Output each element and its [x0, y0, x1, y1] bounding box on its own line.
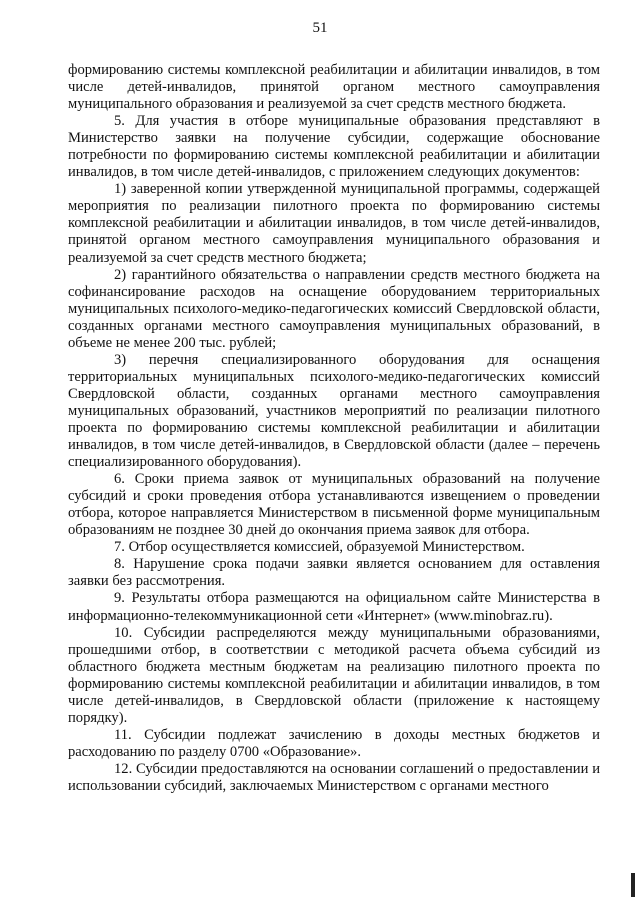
paragraph-item-7: 7. Отбор осуществляется комиссией, образуемой Министерством. — [114, 539, 525, 556]
paragraph-item-8: 8. Нарушение срока подачи заявки является основанием для оставления заявки без рассмотрения. — [68, 556, 600, 590]
paragraph-item-10: 10. Субсидии распределяются между муниципальными образованиями, прошедшими отбор, в соответствии с методикой расчета объема субсидий из областного бюджета местным бюджетам на реализацию пилотного проекта по формированию системы комплексной реабилитации и абилитации инвалидов, в том числе детей-инвалидов, в Свердловской области (приложение к настоящему порядку). — [68, 624, 600, 726]
paragraph-item-9: 9. Результаты отбора размещаются на официальном сайте Министерства в информационно-телекоммуникационной сети «Интернет» (www.minobraz.ru). — [68, 590, 600, 624]
paragraph-continuation: формированию системы комплексной реабилитации и абилитации инвалидов, в том числе детей-инвалидов, принятой органом местного самоуправления муниципального образования и реализуемой за счет средств местного бюджета. — [68, 62, 600, 113]
page-number: 51 — [312, 20, 328, 36]
paragraph-item-12: 12. Субсидии предоставляются на основании соглашений о предоставлении и использовании субсидий, заключаемых Министерством с органами местного — [68, 760, 600, 794]
paragraph-item-6: 6. Сроки приема заявок от муниципальных образований на получение субсидий и сроки проведения отбора устанавливаются извещением о проведении отбора, которое направляется Министерством в письменной форме муниципальным образованиям не позднее 30 дней до окончания приема заявок для отбора. — [68, 471, 600, 539]
paragraph-subitem-3: 3) перечня специализированного оборудования для оснащения территориальных муниципальных психолого-медико-педагогических комиссий Свердловской области, созданных органами местного самоуправления муниципальных образований, участников мероприятий по реализации пилотного проекта по формированию системы комплексной реабилитации и абилитации инвалидов, в том числе детей-инвалидов, в Свердловской области (далее – перечень специализированного оборудования). — [68, 351, 600, 471]
document-body — [68, 62, 600, 795]
paragraph-item-5: 5. Для участия в отборе муниципальные образования представляют в Министерство заявки на получение субсидии, содержащие обоснование потребности по формированию системы комплексной реабилитации и абилитации инвалидов, в том числе детей-инвалидов, с приложением следующих документов: — [68, 113, 600, 181]
scan-edge-mark — [631, 873, 635, 897]
paragraph-item-11: 11. Субсидии подлежат зачислению в доходы местных бюджетов и расходованию по разделу 0700 «Образование». — [68, 726, 600, 760]
paragraph-subitem-2: 2) гарантийного обязательства о направлении средств местного бюджета на софинансирование расходов на оснащение оборудованием территориальных муниципальных психолого-медико-педагогических комиссий Свердловской области, созданных органами местного самоуправления муниципальных образований, в объеме не менее 200 тыс. рублей; — [68, 266, 600, 351]
paragraph-subitem-1: 1) заверенной копии утвержденной муниципальной программы, содержащей мероприятия по реализации пилотного проекта по формированию системы комплексной реабилитации и абилитации инвалидов, в том числе детей-инвалидов, принятой органом местного самоуправления муниципального образования и реализуемой за счет средств местного бюджета; — [68, 181, 600, 266]
